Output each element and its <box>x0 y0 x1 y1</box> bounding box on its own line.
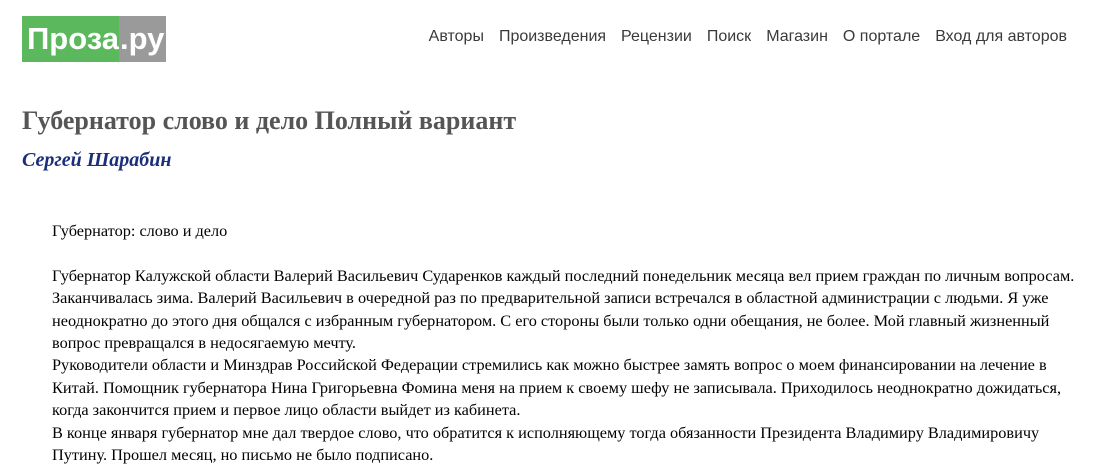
main-nav <box>429 28 1067 46</box>
text-paragraph-heading: Губернатор: слово и дело <box>52 221 228 240</box>
author-link[interactable]: Сергей Шарабин <box>22 149 172 171</box>
nav-link-authors[interactable]: Авторы <box>428 28 484 45</box>
nav-link-login[interactable]: Вход для авторов <box>935 28 1067 45</box>
nav-link-about[interactable]: О портале <box>842 28 921 45</box>
nav-link-search[interactable]: Поиск <box>706 28 752 45</box>
text-paragraph: Губернатор Калужской области Валерий Васильевич Судаpенков каждый последний понедельник месяца вел прием граждан по личным вопросам. Заканчивалась зима. Валерий Васильевич в очередной раз по предварительной записи встречался в областной администрации с людьми. Я уже неоднократно до этого дня общался с избранным губернатором. С его стороны были только одни обещания, не более. Мой главный жизненный вопрос превращался в недосягаемую мечту. <box>52 265 1075 353</box>
text-paragraph: В конце января губернатор мне дал твердое слово, что обратится к исполняющему тогда обязанности Президента Владимиру Владимировичу Путину. Прошел месяц, но письмо не было подписано. <box>52 422 1040 465</box>
nav-link-reviews[interactable]: Рецензии <box>621 28 692 45</box>
nav-link-works[interactable]: Произведения <box>498 28 607 45</box>
text-paragraph: Руководители области и Минздрав Российской Федерации стремились как можно быстрее замять вопрос о моем финансировании на лечение в Китай. Помощник губернатора Нина Григорьевна Фомина меня на прием к своему шефу не записывала. Приходилось неоднократно дожидаться, когда закончится прием и первое лицо области выйдет из кабинета. <box>52 355 1062 420</box>
paragraph-gap <box>52 242 1077 264</box>
logo-suffix-text: .ру <box>119 16 166 62</box>
logo-main-text: Проза <box>22 16 119 62</box>
nav-link-shop[interactable]: Магазин <box>766 28 828 45</box>
site-logo[interactable] <box>22 16 166 62</box>
site-header <box>0 0 1104 80</box>
work-text <box>52 220 1077 466</box>
page-title: Губернатор слово и дело Полный вариант <box>22 106 517 135</box>
